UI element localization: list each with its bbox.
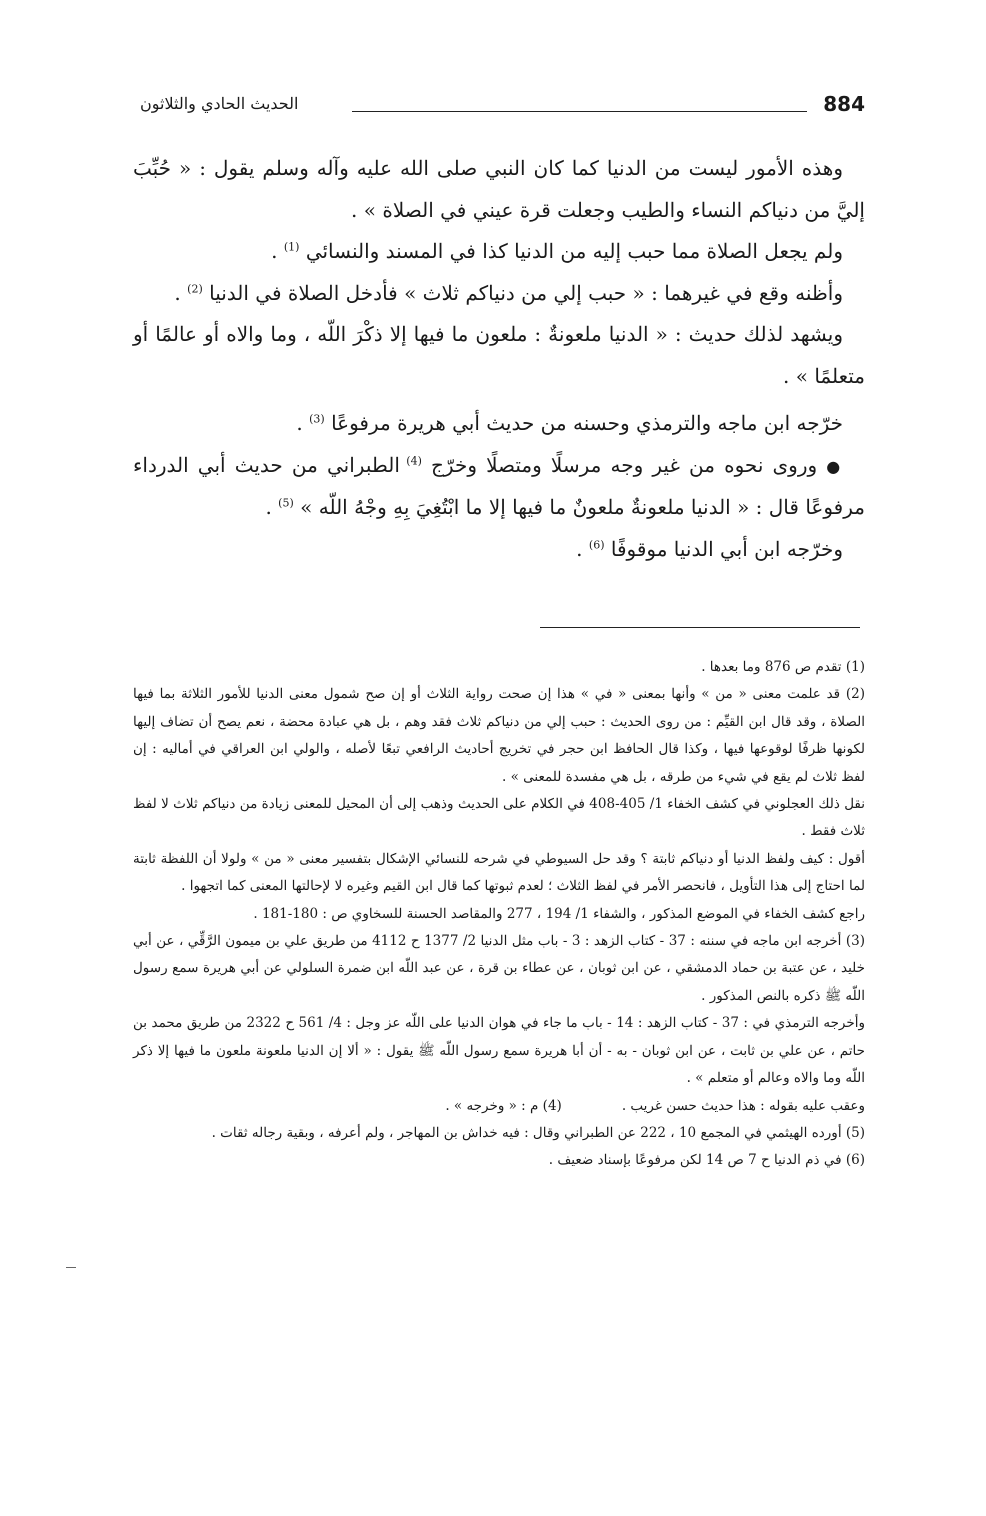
footnote-6: (6) في ذم الدنيا ح 7 ص 14 لكن مرفوعًا بإسناد ضعيف . [548, 1152, 865, 1169]
header-rule [352, 111, 807, 112]
footnote-ref-6[interactable]: (6) [588, 537, 605, 551]
footnote-separator [540, 627, 860, 628]
footnote-4: (4) م : « وخرجه » . [445, 1097, 562, 1114]
main-text [133, 148, 865, 570]
footnote-2-comment: أقول : كيف ولفظ الدنيا أو دنياكم ثابتة ؟ وقد حل السيوطي في شرحه للنسائي الإشكال بتفسير معنى « من » ولولا أن اللفظة ثابتة لما احتاج إلى هذا التأويل ، فانحصر الأمر في لفظ الثلاث ؛ لعدم ثبوتها كما قال ابن القيم وغيره لا لإحالتها المعنى كما اتجهوا . [133, 850, 865, 895]
running-title: الحديث الحادي والثلاثون [140, 94, 299, 113]
footnote-ref-3[interactable]: (3) [309, 412, 325, 426]
paragraph-7-end: . [576, 536, 589, 561]
page-header [140, 92, 865, 126]
footnote-3-and-4-line [133, 1093, 865, 1120]
footnote-3: (3) أخرجه ابن ماجه في سننه : 37 - كتاب الزهد : 3 - باب مثل الدنيا 2/ 1377 ح 4112 من طريق علي بن ميمون الرَّقِّي ، عن أبي خليد ، عن عتبة بن حماد الدمشقي ، عن ابن ثوبان ، عن عطاء بن قرة ، عن عبد اللّه ابن ضمرة السلولي عن أبي هريرة سمع رسول اللّه ﷺ ذكره بالنص المذكور . [133, 933, 865, 1004]
paragraph-2-end: . [271, 239, 284, 263]
paragraph-3-text: وأظنه وقع في غيرهما : « حبب إلي من دنياكم ثلاث » فأدخل الصلاة في الدنيا [209, 280, 843, 305]
paragraph-6-end: . [265, 495, 279, 519]
footnote-2-continued: نقل ذلك العجلوني في كشف الخفاء 1/ 405-408 في الكلام على الحديث وذهب إلى أن المحيل للمعنى زيادة من دنياكم ثلاث لا لفظ ثلاث فقط . [133, 796, 866, 840]
paragraph-4: ويشهد لذلك حديث : « الدنيا ملعونةٌ : ملعون ما فيها إلا ذكْرَ اللّه ، وما والاه أو عالمًا أو متعلمًا » . [133, 322, 865, 388]
paragraph-6-text-b: الطبراني من حديث أبي الدرداء مرفوعًا قال : « الدنيا ملعونةٌ ملعونٌ ما فيها إلا ما ابْتُغِيَ بِهِ وجْهُ اللّه » [133, 452, 865, 519]
footnote-2: (2) قد علمت معنى « من » وأنها بمعنى « في » هذا إن صحت رواية الثلاث أو إن صح شمول معنى الدنيا للأمور الثلاثة بما فيها الصلاة ، وقد قال ابن القيِّم : من روى الحديث : حبب إلي من دنياكم ثلاث فقد وهم ، بل هي عبادة محضة ، نعم يصح أن تضاف إليها لكونها ظرفًا لوقوعها فيها ، وكذا قال الحافظ ابن حجر في تخريج أحاديث الرافعي تبعًا لأصله ، والولي ابن العراقي في أماليه : إن لفظ ثلاث لم يقع في شيء من طرقه ، بل هي مفسدة للمعنى » . [133, 686, 865, 785]
paragraph-7 [133, 529, 865, 571]
footnote-ref-5[interactable]: (5) [278, 496, 294, 510]
footnote-1: (1) تقدم ص 876 وما بعدها . [701, 659, 865, 675]
footnote-ref-1[interactable]: (1) [283, 240, 300, 254]
footnote-3-comment: وعقب عليه بقوله : هذا حديث حسن غريب . [621, 1097, 865, 1114]
paragraph-5-end: . [296, 411, 310, 435]
margin-mark [66, 1267, 76, 1268]
footnotes [133, 654, 865, 1175]
paragraph-7-text: وخرّجه ابن أبي الدنيا موقوفًا [610, 536, 843, 561]
footnote-ref-4[interactable]: (4) [406, 453, 422, 467]
paragraph-3 [133, 273, 865, 315]
paragraph-6-text-a: وروى نحوه من غير وجه مرسلًا ومتصلًا وخرّج [431, 452, 827, 477]
page-number: 884 [823, 92, 865, 116]
paragraph-6 [133, 445, 865, 529]
footnote-ref-2[interactable]: (2) [187, 281, 203, 295]
footnote-2-reference: راجع كشف الخفاء في الموضع المذكور ، والشفاء 1/ 194 ، 277 والمقاصد الحسنة للسخاوي ص : 180-181 . [253, 905, 865, 922]
footnote-5: (5) أورده الهيثمي في المجمع 10 ، 222 عن الطبراني وقال : فيه خداش بن المهاجر ، ولم أعرفه ، وبقية رجاله ثقات . [211, 1124, 865, 1141]
paragraph-5-text: خرّجه ابن ماجه والترمذي وحسنه من حديث أبي هريرة مرفوعًا [331, 411, 843, 435]
paragraph-3-end: . [174, 280, 188, 305]
paragraph-1: وهذه الأمور ليست من الدنيا كما كان النبي صلى الله عليه وآله وسلم يقول : « حُبِّبَ إليَّ من دنياكم النساء والطيب وجعلت قرة عيني في الصلاة » . [133, 156, 865, 222]
bullet-icon: ● [826, 456, 844, 476]
footnote-3-continued: وأخرجه الترمذي في : 37 - كتاب الزهد : 14 - باب ما جاء في هوان الدنيا على اللّه عز وجل : 4/ 561 ح 2322 من طريق محمد بن حاتم ، عن علي بن ثابت ، عن ابن ثوبان - به - أن أبا هريرة سمع رسول اللّه ﷺ يقول : « ألا إن الدنيا ملعونة ملعون ما فيها إلا ذكر اللّه وما والاه وعالم أو متعلم » . [133, 1015, 865, 1087]
paragraph-2-text: ولم يجعل الصلاة مما حبب إليه من الدنيا كذا في المسند والنسائي [305, 239, 843, 263]
paragraph-2 [133, 231, 865, 273]
paragraph-5 [133, 403, 865, 445]
